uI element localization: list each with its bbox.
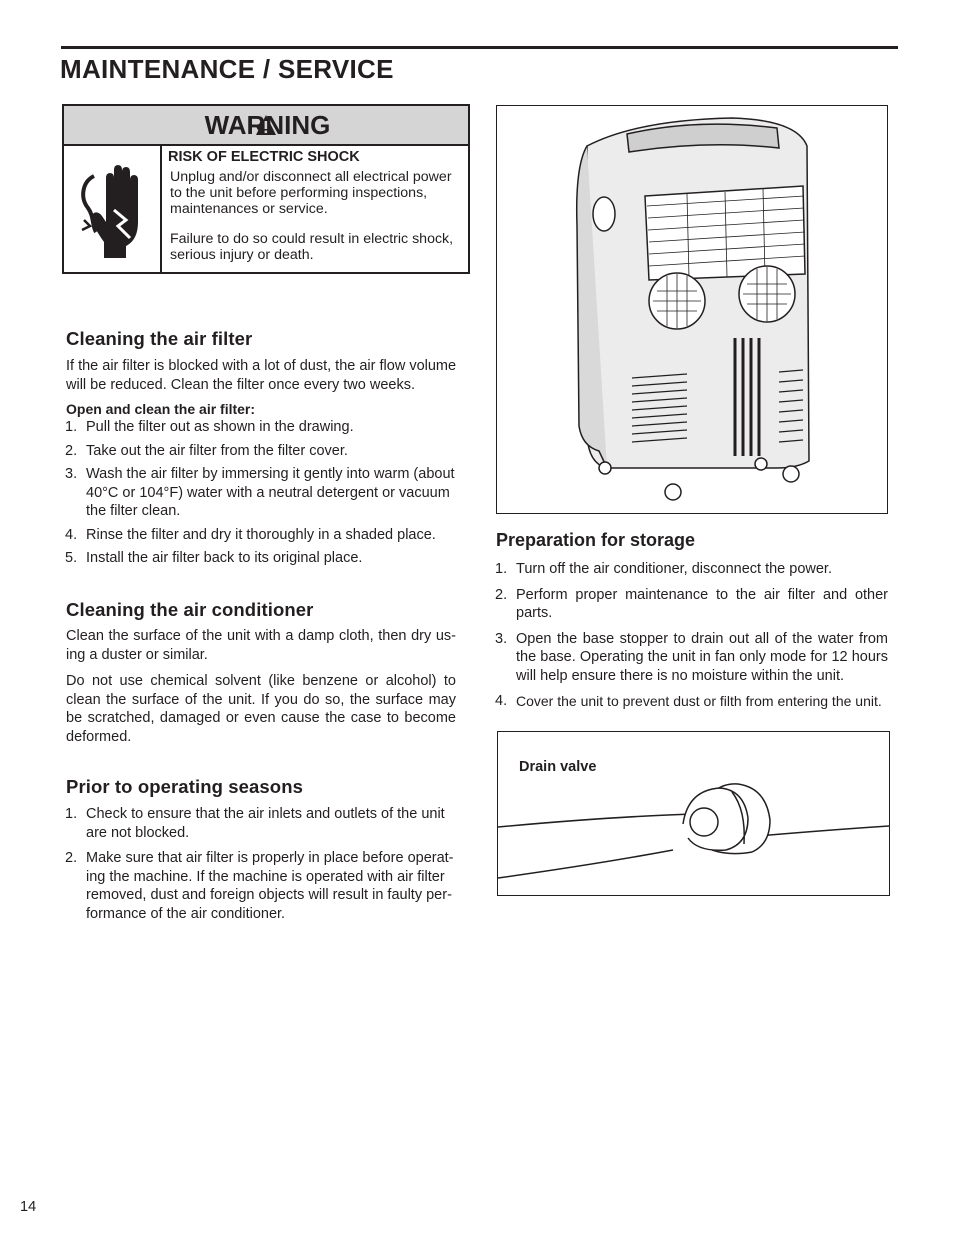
- list-item: 4. Rinse the filter and dry it thoroughly in a shaded place.: [65, 526, 436, 543]
- list-item: 1. Pull the filter out as shown in the drawing.: [65, 419, 354, 435]
- warning-box: [62, 104, 470, 274]
- storage-heading: Preparation for storage: [496, 530, 696, 550]
- drain-valve-figure: [497, 731, 890, 896]
- warning-header: [64, 106, 468, 146]
- list-item: 2. Take out the air filter from the filter cover.: [65, 442, 348, 459]
- list-item: 4. Cover the unit to prevent dust or filth from entering the unit.: [495, 693, 882, 709]
- conditioner-para-1: Clean the surface of the unit with a damp cloth, then dry us-ing a duster or similar.: [66, 628, 456, 663]
- filter-subheading: Open and clean the air filter:: [66, 401, 256, 417]
- warning-text-2: Failure to do so could result in electric shock, serious injury or death.: [170, 231, 454, 263]
- warning-heading: WARNING: [204, 109, 331, 140]
- list-item: 3. Open the base stopper to drain out all of the water from the base. Operating the unit in fan only mode for 12 hours will help ensure there is no moisture within the unit.: [495, 630, 888, 684]
- conditioner-section: [66, 627, 456, 746]
- header-rule: [61, 46, 898, 49]
- seasons-section: [65, 805, 462, 923]
- conditioner-heading: Cleaning the air conditioner: [66, 599, 314, 620]
- conditioner-para-2: Do not use chemical solvent (like benzene or alcohol) to clean the surface of the unit. If you do so, the surface may be scratched, damaged or even cause the case to become deformed.: [66, 673, 456, 745]
- list-item: 1. Turn off the air conditioner, disconnect the power.: [495, 561, 832, 577]
- seasons-steps: [65, 805, 462, 923]
- storage-section: [495, 560, 888, 712]
- seasons-heading: Prior to operating seasons: [66, 776, 303, 797]
- page-number: 14: [20, 1199, 37, 1215]
- list-item: 2. Perform proper maintenance to the air filter and other parts.: [495, 586, 888, 621]
- warning-text: [168, 148, 466, 263]
- list-item: 1. Check to ensure that the air inlets and outlets of the unit are not blocked.: [65, 806, 445, 841]
- filter-intro: If the air filter is blocked with a lot of dust, the air flow volume will be reduced. Clean the filter once every two weeks.: [66, 358, 457, 393]
- list-item: 3. Wash the air filter by immersing it gently into warm (about 40°C or 104°F) water with a neutral detergent or vacuum the filter clean.: [65, 466, 455, 519]
- warning-text-1: Unplug and/or disconnect all electrical power to the unit before performing inspections, maintenances or service.: [170, 169, 452, 217]
- storage-steps: [495, 560, 888, 712]
- risk-title: RISK OF ELECTRIC SHOCK: [168, 149, 360, 165]
- filter-heading: Cleaning the air filter: [66, 328, 253, 349]
- page-title: MAINTENANCE / SERVICE: [60, 54, 394, 84]
- list-item: 2. Make sure that air filter is properly in place before operat-ing the machine. If the machine is operated with air filter removed, dust and foreign objects will result in faulty per-formance of the air conditioner.: [65, 850, 454, 922]
- list-item: 5. Install the air filter back to its original place.: [65, 550, 363, 566]
- electric-shock-hand-icon: [64, 146, 162, 272]
- drain-valve-label: Drain valve: [519, 759, 597, 775]
- air-conditioner-illustration: [496, 105, 888, 514]
- filter-steps: [65, 418, 466, 568]
- filter-section: [66, 357, 466, 568]
